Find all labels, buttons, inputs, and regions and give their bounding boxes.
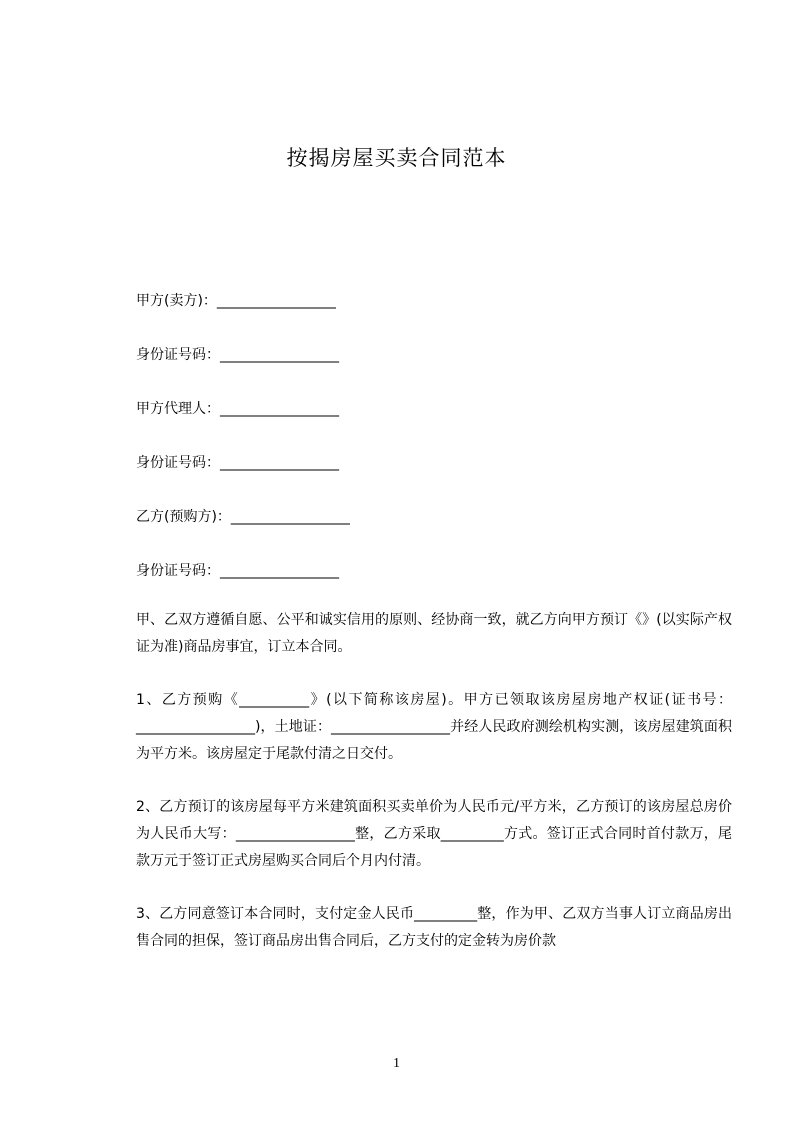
intro-paragraph: 甲、乙双方遵循自愿、公平和诚实信用的原则、经协商一致，就乙方向甲方预订《》(以实际产权证为准)商品房事宜，订立本合同。 xyxy=(136,612,732,655)
clause-3-paragraph: 3、乙方同意签订本合同时，支付定金人民币_________整，作为甲、乙双方当事人订立商品房出售合同的担保，签订商品房出售合同后，乙方支付的定金转为房价款 xyxy=(136,906,732,949)
seller-agent-field: 甲方代理人：_________________ xyxy=(136,401,339,417)
document-title: 按揭房屋买卖合同范本 xyxy=(286,146,507,170)
page-number: 1 xyxy=(393,1056,400,1071)
agent-id-field: 身份证号码：_________________ xyxy=(136,455,339,471)
seller-id-field: 身份证号码：_________________ xyxy=(136,347,339,363)
clause-2-paragraph: 2、乙方预订的该房屋每平方米建筑面积买卖单价为人民币元/平方米，乙方预订的该房屋总房价为人民币大写：_________________整，乙方采取_________方式。签订正式合同时首付款万，尾款万元于签订正式房屋购买合同后个月内付清。 xyxy=(136,799,732,869)
clause-1-paragraph: 1、乙方预购《__________》(以下简称该房屋)。甲方已领取该房屋房地产权证(证书号：_________________)，土地证：_________________并经人民政府测绘机构实测，该房屋建筑面积为平方米。该房屋定于尾款付清之日交付。 xyxy=(136,692,732,762)
seller-field: 甲方(卖方)：_________________ xyxy=(136,293,336,309)
buyer-id-field: 身份证号码：_________________ xyxy=(136,563,339,579)
buyer-field: 乙方(预购方)：_________________ xyxy=(136,509,350,525)
